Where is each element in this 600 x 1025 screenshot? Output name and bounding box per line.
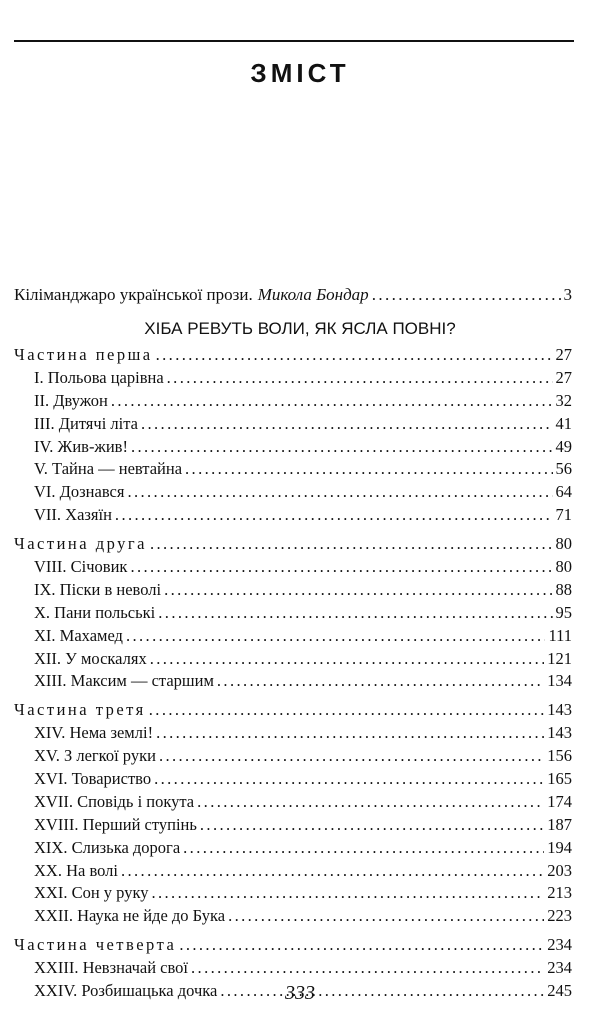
chapter-page-number: 27 <box>555 367 572 387</box>
part-3 <box>14 699 572 928</box>
chapter-entry[interactable] <box>14 905 572 928</box>
chapter-page-number: 187 <box>547 814 572 834</box>
chapter-page-number: 95 <box>555 602 572 622</box>
chapter-entry[interactable] <box>14 481 572 504</box>
chapter-page-number: 88 <box>555 579 572 599</box>
chapter-page-number: 213 <box>547 883 572 903</box>
chapter-title: III. Дитячі літа <box>34 413 138 433</box>
dot-leader <box>185 458 552 481</box>
dot-leader <box>156 344 553 367</box>
chapter-page-number: 143 <box>547 723 572 743</box>
part-2 <box>14 533 572 693</box>
part-title: Частина друга <box>14 534 147 554</box>
chapter-page-number: 134 <box>547 671 572 691</box>
chapter-entry[interactable] <box>14 390 572 413</box>
dot-leader <box>127 481 552 504</box>
chapter-title: XI. Махамед <box>34 625 123 645</box>
dot-leader <box>126 625 546 648</box>
intro-title: Кіліманджаро української прози. <box>14 285 253 304</box>
chapter-title: IX. Піски в неволі <box>34 579 162 599</box>
chapter-page-number: 223 <box>547 906 572 926</box>
intro-author: Микола Бондар <box>257 285 369 304</box>
chapter-entry[interactable] <box>14 791 572 814</box>
chapter-entry[interactable] <box>14 458 572 481</box>
chapter-title: XXIV. Розбишацька дочка <box>34 981 218 1001</box>
chapter-entry[interactable] <box>14 722 572 745</box>
chapter-title: IV. Жив-жив! <box>34 436 128 456</box>
chapter-entry[interactable] <box>14 648 572 671</box>
dot-leader <box>159 745 544 768</box>
part-1 <box>14 344 572 527</box>
chapter-title: XVI. Товариство <box>34 769 152 789</box>
chapter-page-number: 245 <box>547 981 572 1001</box>
dot-leader <box>197 791 544 814</box>
page-title: ЗМІСТ <box>250 58 350 88</box>
part-entry[interactable] <box>14 344 572 367</box>
top-rule <box>14 40 574 42</box>
part-page-number: 234 <box>547 935 572 955</box>
dot-leader <box>150 648 545 671</box>
page-number: 333 <box>285 982 315 1004</box>
part-title: Частина перша <box>14 345 153 364</box>
chapter-title: XII. У москалях <box>34 648 147 668</box>
chapter-entry[interactable] <box>14 768 572 791</box>
dot-leader <box>179 934 544 957</box>
chapter-entry[interactable] <box>14 882 572 905</box>
chapter-title: XV. З легкої руки <box>34 746 156 766</box>
chapter-title: XVIII. Перший ступінь <box>34 814 197 834</box>
chapter-title: V. Тайна — невтайна <box>34 459 183 479</box>
part-entry[interactable] <box>14 934 572 957</box>
chapter-title: I. Польова царівна <box>34 367 164 387</box>
chapter-title: XIV. Нема землі! <box>34 723 154 743</box>
dot-leader <box>158 602 552 625</box>
chapter-page-number: 203 <box>547 860 572 880</box>
dot-leader <box>217 670 544 693</box>
chapter-entry[interactable] <box>14 814 572 837</box>
chapter-page-number: 234 <box>547 958 572 978</box>
dot-leader <box>141 413 553 436</box>
chapter-title: XIII. Максим — старшим <box>34 671 214 691</box>
part-title: Частина четверта <box>14 935 177 955</box>
dot-leader <box>121 860 544 883</box>
chapter-entry[interactable] <box>14 860 572 883</box>
dot-leader <box>115 504 553 527</box>
chapter-title: XXI. Сон у руку <box>34 883 149 903</box>
part-title: Частина третя <box>14 700 146 720</box>
chapter-entry[interactable] <box>14 625 572 648</box>
dot-leader <box>150 533 553 556</box>
chapter-title: XVII. Сповідь і покута <box>34 791 195 811</box>
chapter-page-number: 80 <box>555 557 572 577</box>
dot-leader <box>151 882 544 905</box>
dot-leader <box>130 556 552 579</box>
part-page-number: 80 <box>555 534 572 554</box>
chapter-page-number: 111 <box>548 625 572 645</box>
chapter-title: VII. Хазяїн <box>34 505 112 525</box>
dot-leader <box>191 957 544 980</box>
part-entry[interactable] <box>14 699 572 722</box>
chapter-title: X. Пани польські <box>34 602 156 622</box>
chapter-entry[interactable] <box>14 367 572 390</box>
intro-page-number: 3 <box>563 285 572 304</box>
dot-leader <box>164 579 552 602</box>
table-of-contents <box>14 344 572 1009</box>
chapter-page-number: 194 <box>547 837 572 857</box>
chapter-title: VIII. Січовик <box>34 557 128 577</box>
chapter-entry[interactable] <box>14 745 572 768</box>
dot-leader <box>200 814 544 837</box>
chapter-entry[interactable] <box>14 556 572 579</box>
section-heading: ХІБА РЕВУТЬ ВОЛИ, ЯК ЯСЛА ПОВНІ? <box>144 319 456 338</box>
chapter-entry[interactable] <box>14 413 572 436</box>
chapter-title: XIX. Слизька дорога <box>34 837 181 857</box>
chapter-entry[interactable] <box>14 670 572 693</box>
chapter-entry[interactable] <box>14 837 572 860</box>
chapter-title: XXIII. Невзначай свої <box>34 958 189 978</box>
dot-leader <box>111 390 553 413</box>
dot-leader <box>167 367 553 390</box>
dot-leader <box>228 905 544 928</box>
chapter-page-number: 32 <box>555 390 572 410</box>
chapter-title: II. Двужон <box>34 390 108 410</box>
chapter-page-number: 71 <box>555 505 572 525</box>
intro-entry[interactable] <box>14 284 572 306</box>
chapter-page-number: 49 <box>555 436 572 456</box>
dot-leader <box>372 284 561 306</box>
chapter-page-number: 165 <box>547 769 572 789</box>
dot-leader <box>156 722 544 745</box>
chapter-page-number: 174 <box>547 791 572 811</box>
dot-leader <box>183 837 544 860</box>
chapter-entry[interactable] <box>14 436 572 459</box>
part-page-number: 27 <box>555 345 572 364</box>
chapter-page-number: 156 <box>547 746 572 766</box>
chapter-page-number: 121 <box>547 648 572 668</box>
chapter-page-number: 56 <box>555 459 572 479</box>
chapter-entry[interactable] <box>14 504 572 527</box>
chapter-title: XXII. Наука не йде до Бука <box>34 906 226 926</box>
chapter-title: XX. На волі <box>34 860 118 880</box>
dot-leader <box>131 436 553 459</box>
chapter-entry[interactable] <box>14 579 572 602</box>
chapter-title: VI. Дознався <box>34 482 125 502</box>
part-entry[interactable] <box>14 533 572 556</box>
dot-leader <box>154 768 544 791</box>
dot-leader <box>149 699 544 722</box>
chapter-page-number: 41 <box>555 413 572 433</box>
chapter-entry[interactable] <box>14 602 572 625</box>
chapter-page-number: 64 <box>555 482 572 502</box>
part-page-number: 143 <box>547 700 572 720</box>
chapter-entry[interactable] <box>14 957 572 980</box>
